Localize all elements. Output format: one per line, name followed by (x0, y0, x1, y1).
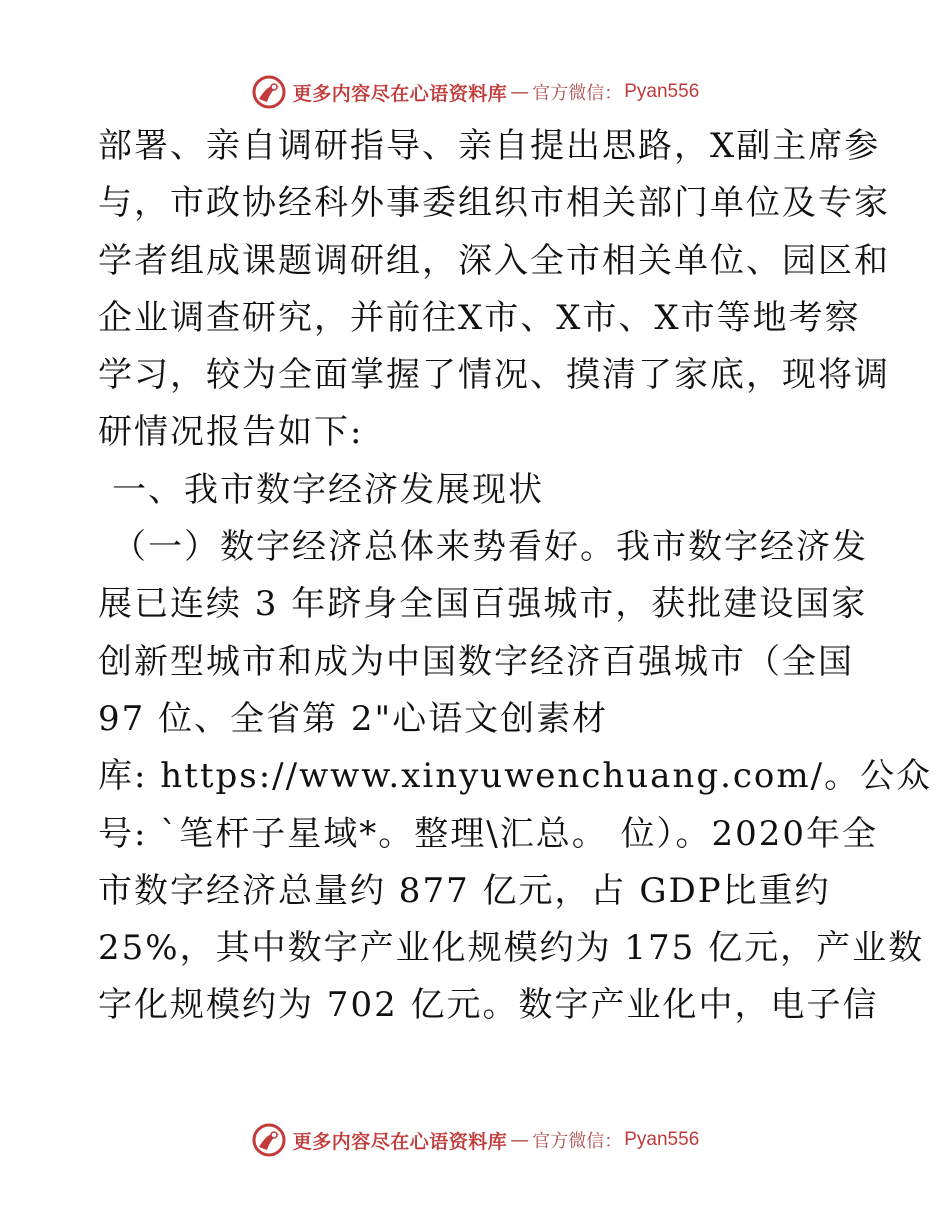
section-heading: 一、我市数字经济发展现状 (112, 469, 544, 510)
body-line: 库: https://www.xinyuwenchuang.com/。公众 (98, 756, 933, 797)
banner-title: 更多内容尽在心语资料库 (292, 1130, 508, 1153)
body-line: 研情况报告如下: (98, 412, 364, 453)
body-line: 学者组成课题调研组，深入全市相关单位、园区和 (98, 240, 890, 281)
brand-logo-icon (251, 1122, 287, 1158)
document-body (98, 118, 933, 1035)
body-line: 学习，较为全面掌握了情况、摸清了家底，现将调 (98, 355, 890, 396)
banner-title: 更多内容尽在心语资料库 (292, 82, 508, 105)
body-line: 创新型城市和成为中国数字经济百强城市（全国 (98, 641, 854, 682)
body-line: 25%，其中数字产业化规模约为 175 亿元，产业数 (98, 928, 925, 969)
footer-banner (0, 1120, 950, 1160)
body-line: 号: `笔杆子星域*。整理\汇总。 位）。2020年全 (98, 813, 879, 854)
banner-dash: — (510, 81, 530, 103)
body-line: 与，市政协经科外事委组织市相关部门单位及专家 (98, 183, 890, 224)
subsection-heading: （一）数字经济总体来势看好。我市数字经济发 (112, 527, 868, 568)
body-line: 部署、亲自调研指导、亲自提出思路，X副主席参 (98, 126, 881, 166)
brand-logo-icon (251, 74, 287, 110)
body-line: 市数字经济总量约 877 亿元，占 GDP比重约 (98, 870, 831, 911)
body-line: 企业调查研究，并前往X市、X市、X市等地考察 (98, 297, 861, 338)
banner-dash: — (510, 1129, 530, 1151)
header-banner (0, 72, 950, 112)
body-line: 字化规模约为 702 亿元。数字产业化中，电子信 (98, 985, 879, 1026)
banner-handle: Pyan556 (624, 81, 700, 102)
banner-label: 官方微信： (532, 83, 623, 104)
body-line: 展已连续 3 年跻身全国百强城市，获批建设国家 (98, 584, 868, 625)
body-line: 97 位、全省第 2"心语文创素材 (98, 698, 609, 739)
banner-label: 官方微信： (532, 1131, 623, 1152)
banner-handle: Pyan556 (624, 1129, 700, 1150)
